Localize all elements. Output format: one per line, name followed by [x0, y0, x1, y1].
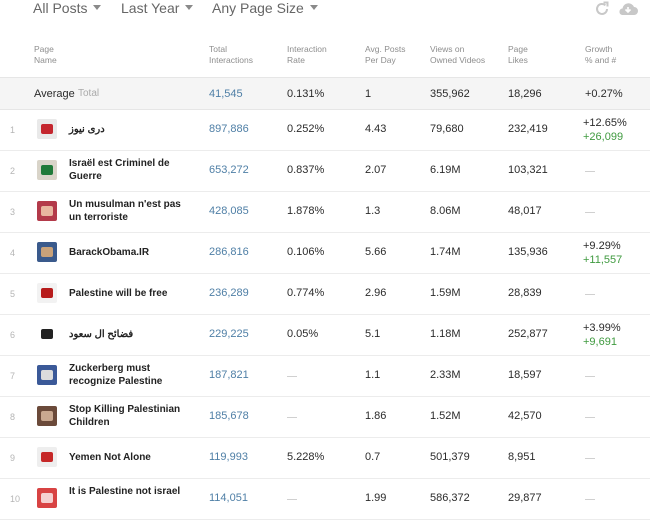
page-name-link[interactable]: دری نیوز	[69, 124, 105, 135]
row-likes: 103,321	[508, 164, 548, 176]
average-label: Average	[34, 88, 75, 100]
page-avatar[interactable]	[37, 447, 57, 467]
column-header-growth[interactable]: Growth % and #	[585, 44, 617, 65]
empty-value-dash	[585, 499, 595, 500]
growth-percent: +9.29%	[583, 240, 621, 252]
row-posts: 0.7	[365, 451, 381, 463]
average-views: 355,962	[430, 88, 470, 100]
row-interactions: 653,272	[209, 164, 249, 176]
page-avatar[interactable]	[37, 160, 57, 180]
growth-count: +11,557	[583, 254, 623, 266]
growth-percent: +12.65%	[583, 117, 627, 129]
table-row[interactable]	[0, 191, 650, 233]
row-likes: 252,877	[508, 328, 548, 340]
empty-value-dash	[585, 171, 595, 172]
table-row[interactable]	[0, 109, 650, 151]
row-likes: 28,839	[508, 287, 542, 299]
growth-count: +9,691	[583, 336, 617, 348]
page-name-link[interactable]: Un musulman n'est pas un terroriste	[69, 199, 181, 223]
row-views: 501,379	[430, 451, 470, 463]
row-likes: 8,951	[508, 451, 536, 463]
table-row[interactable]	[0, 314, 650, 356]
chevron-down-icon	[310, 5, 318, 10]
row-rank: 4	[10, 248, 16, 258]
page-avatar[interactable]	[37, 283, 57, 303]
table-row[interactable]	[0, 437, 650, 479]
row-posts: 1.3	[365, 205, 381, 217]
row-rank: 7	[10, 371, 16, 381]
table-header	[0, 44, 650, 76]
row-rate: 0.05%	[287, 328, 319, 340]
page-name-link[interactable]: It is Palestine not israel	[69, 486, 181, 497]
empty-value-dash	[585, 294, 595, 295]
row-views: 2.33M	[430, 369, 461, 381]
page-avatar[interactable]	[37, 119, 57, 139]
row-interactions: 286,816	[209, 246, 249, 258]
posts-filter-dropdown[interactable]	[33, 0, 101, 16]
row-views: 1.74M	[430, 246, 461, 258]
row-posts: 4.43	[365, 123, 387, 135]
average-row	[0, 77, 650, 110]
page-name-link[interactable]: Stop Killing Palestinian Children	[69, 404, 181, 428]
row-likes: 232,419	[508, 123, 548, 135]
page-name-link[interactable]: Palestine will be free	[69, 288, 168, 299]
page-avatar[interactable]	[37, 406, 57, 426]
chevron-down-icon	[93, 5, 101, 10]
date-range-dropdown[interactable]	[121, 0, 193, 16]
row-growth	[583, 321, 621, 349]
row-views: 1.52M	[430, 410, 461, 422]
row-posts: 1.1	[365, 369, 381, 381]
row-rank: 10	[10, 494, 21, 504]
page-avatar[interactable]	[37, 365, 57, 385]
empty-value-dash	[585, 458, 595, 459]
table-row[interactable]	[0, 355, 650, 397]
empty-value-dash	[287, 376, 297, 377]
row-views: 1.59M	[430, 287, 461, 299]
date-range-label: Last Year	[121, 0, 180, 16]
row-posts: 2.96	[365, 287, 387, 299]
row-interactions: 119,993	[209, 451, 248, 463]
row-rank: 1	[10, 125, 16, 135]
row-rate: 1.878%	[287, 205, 325, 217]
page-size-label: Any Page Size	[212, 0, 304, 16]
empty-value-dash	[287, 499, 297, 500]
empty-value-dash	[287, 417, 297, 418]
page-name-link[interactable]: Zuckerberg must recognize Palestine	[69, 363, 163, 387]
average-posts: 1	[365, 88, 372, 100]
page-avatar[interactable]	[37, 488, 57, 508]
average-interactions: 41,545	[209, 88, 243, 100]
row-rank: 9	[10, 453, 16, 463]
row-likes: 42,570	[508, 410, 542, 422]
posts-filter-label: All Posts	[33, 0, 88, 16]
row-rate: 0.106%	[287, 246, 325, 258]
row-interactions: 229,225	[209, 328, 249, 340]
page-name-link[interactable]: Yemen Not Alone	[69, 452, 151, 463]
empty-value-dash	[585, 212, 595, 213]
row-likes: 48,017	[508, 205, 542, 217]
row-rate: 5.228%	[287, 451, 325, 463]
column-header-interactions[interactable]: Total Interactions	[209, 44, 253, 65]
row-rank: 3	[10, 207, 16, 217]
average-sublabel: Total	[78, 88, 100, 99]
row-growth	[583, 239, 622, 267]
row-interactions: 187,821	[209, 369, 249, 381]
average-likes: 18,296	[508, 88, 542, 100]
page-name-link[interactable]: فضائح ال سعود	[69, 329, 134, 340]
row-rank: 8	[10, 412, 16, 422]
table-row[interactable]	[0, 232, 650, 274]
page-name-link[interactable]: Israël est Criminel de Guerre	[69, 158, 170, 182]
row-interactions: 236,289	[209, 287, 249, 299]
row-rate: 0.252%	[287, 123, 325, 135]
row-interactions: 114,051	[209, 492, 248, 504]
row-views: 8.06M	[430, 205, 461, 217]
row-rate: 0.837%	[287, 164, 325, 176]
average-growth: +0.27%	[585, 88, 623, 100]
row-views: 1.18M	[430, 328, 461, 340]
column-header-page-name[interactable]: Page Name	[34, 44, 57, 65]
refresh-icon[interactable]	[593, 0, 613, 20]
growth-percent: +3.99%	[583, 322, 621, 334]
row-rank: 5	[10, 289, 16, 299]
column-header-rate[interactable]: Interaction Rate	[287, 44, 327, 65]
row-rate: 0.774%	[287, 287, 325, 299]
empty-value-dash	[585, 376, 595, 377]
row-interactions: 428,085	[209, 205, 249, 217]
page-avatar[interactable]	[37, 201, 57, 221]
row-likes: 18,597	[508, 369, 542, 381]
page-avatar[interactable]	[37, 324, 57, 344]
growth-count: +26,099	[583, 131, 624, 143]
row-posts: 2.07	[365, 164, 387, 176]
average-rate: 0.131%	[287, 88, 325, 100]
row-posts: 5.1	[365, 328, 381, 340]
row-views: 6.19M	[430, 164, 461, 176]
row-posts: 1.86	[365, 410, 387, 422]
row-views: 79,680	[430, 123, 464, 135]
column-header-likes[interactable]: Page Likes	[508, 44, 528, 65]
row-likes: 29,877	[508, 492, 542, 504]
column-header-views[interactable]: Views on Owned Videos	[430, 44, 486, 65]
row-views: 586,372	[430, 492, 470, 504]
row-interactions: 185,678	[209, 410, 249, 422]
column-header-posts[interactable]: Avg. Posts Per Day	[365, 44, 406, 65]
table-row[interactable]	[0, 396, 650, 438]
filter-bar	[0, 0, 650, 22]
page-avatar[interactable]	[37, 242, 57, 262]
table-row[interactable]	[0, 273, 650, 315]
row-likes: 135,936	[508, 246, 548, 258]
row-interactions: 897,886	[209, 123, 249, 135]
row-growth	[583, 116, 627, 144]
empty-value-dash	[585, 417, 595, 418]
row-posts: 5.66	[365, 246, 387, 258]
row-posts: 1.99	[365, 492, 387, 504]
row-rank: 6	[10, 330, 16, 340]
cloud-download-icon[interactable]	[617, 0, 637, 20]
page-size-dropdown[interactable]	[212, 0, 318, 16]
row-rank: 2	[10, 166, 16, 176]
chevron-down-icon	[185, 5, 193, 10]
page-name-link[interactable]: BarackObama.IR	[69, 247, 150, 258]
table-row[interactable]	[0, 150, 650, 192]
